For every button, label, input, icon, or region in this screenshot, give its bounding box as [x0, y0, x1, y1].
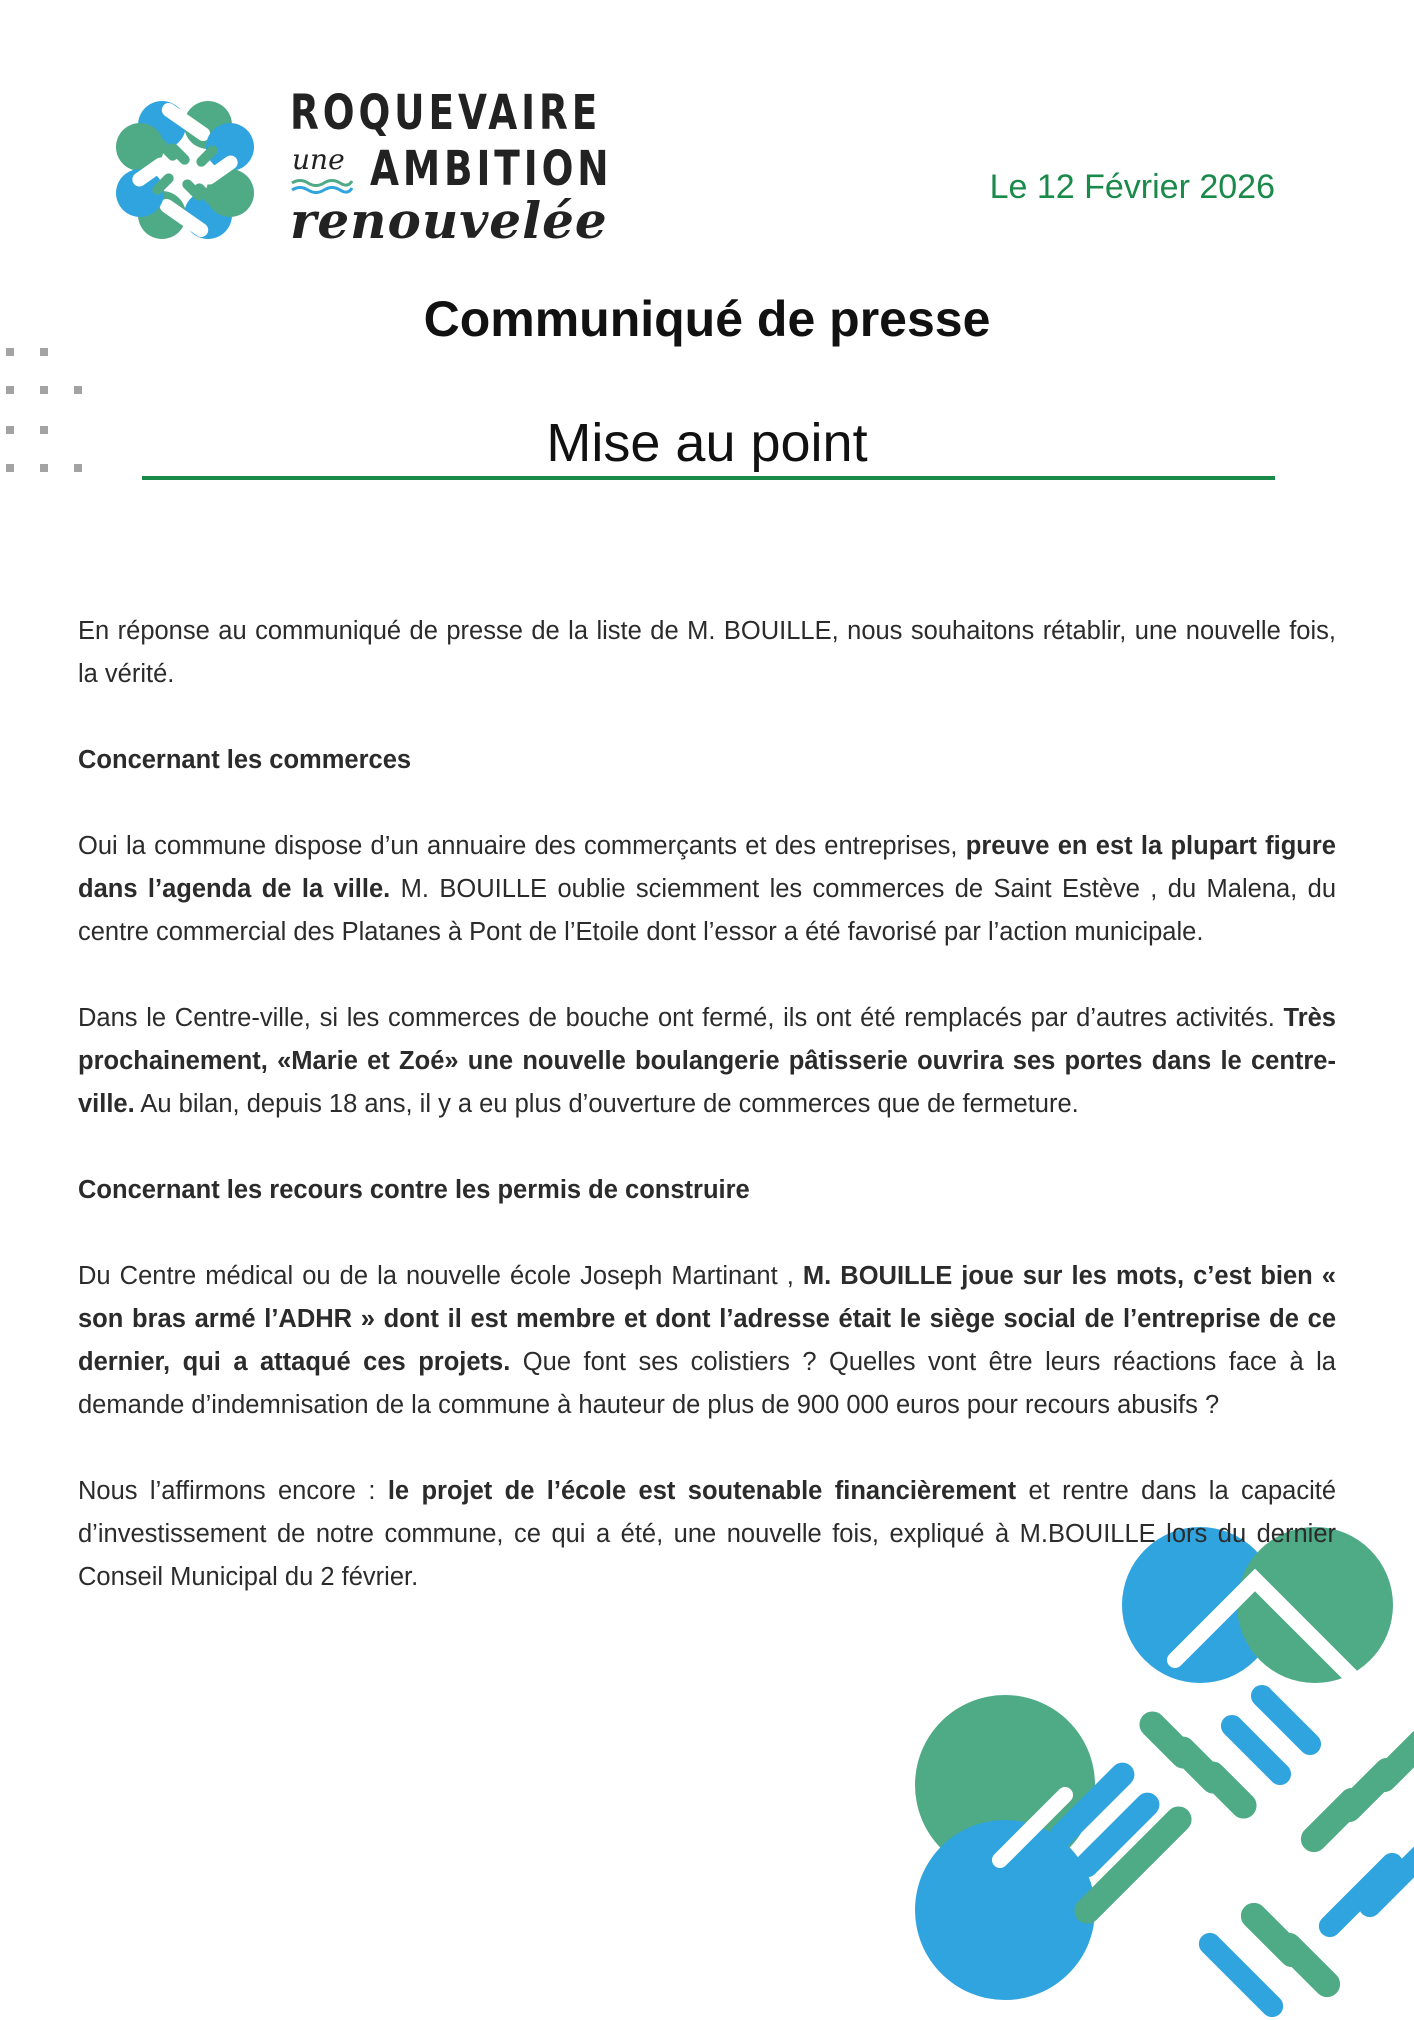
text: Du Centre médical ou de la nouvelle école Joseph Martinant ,	[78, 1262, 803, 1290]
handshake-clover-icon	[100, 85, 270, 255]
dot	[6, 386, 14, 394]
emphasis: M. BOUILLE joue sur les mots, c’est bien « son bras armé l’ADHR » dont il est membre et dont l’adresse était le siège social de l’entreprise de ce dernier, qui a attaqué ces projets.	[78, 1262, 1336, 1376]
paragraph-ecole	[78, 1470, 1336, 1599]
logo-wordmark	[290, 85, 613, 255]
emphasis: Très prochainement, «Marie et Zoé» une nouvelle boulangerie pâtisserie ouvrira ses portes dans le centre-ville.	[78, 1004, 1336, 1118]
intro-paragraph: En réponse au communiqué de presse de la liste de M. BOUILLE, nous souhaitons rétablir, une nouvelle fois, la vérité.	[78, 617, 1336, 688]
dot	[40, 348, 48, 356]
dot	[40, 386, 48, 394]
handshake-bottom-right	[1194, 1723, 1414, 2020]
text: M. BOUILLE oublie sciemment les commerces de Saint Estève , du Malena, du centre commercial des Platanes à Pont de l’Etoile dont l’essor a été favorisé par l’action municipale.	[78, 875, 1337, 946]
logo-une: une	[292, 143, 345, 176]
dot	[74, 386, 82, 394]
text: Que font ses colistiers ? Quelles vont être leurs réactions face à la demande d’indemnisation de la commune à hauteur de plus de 900 000 euros pour recours abusifs ?	[78, 1348, 1336, 1419]
press-release-body	[78, 610, 1336, 1642]
text: Nous l’affirmons encore :	[78, 1477, 388, 1505]
text: Au bilan, depuis 18 ans, il y a eu plus d’ouverture de commerces que de fermeture.	[134, 1090, 1079, 1118]
paragraph-centre-ville	[78, 997, 1336, 1126]
paragraph-recours	[78, 1255, 1336, 1427]
section-heading-recours: Concernant les recours contre les permis de construire	[78, 1176, 750, 1204]
logo-roquevaire: ROQUEVAIRE	[290, 85, 602, 141]
press-release-date: Le 12 Février 2026	[989, 168, 1275, 206]
text: Oui la commune dispose d’un annuaire des commerçants et des entreprises,	[78, 832, 966, 860]
emphasis: preuve en est la plupart figure dans l’agenda de la ville.	[78, 832, 1336, 903]
logo-ambition: AMBITION	[370, 141, 613, 197]
page-subtitle: Mise au point	[546, 413, 868, 473]
paragraph-annuaire	[78, 825, 1336, 954]
emphasis: le projet de l’école est soutenable financièrement	[387, 1477, 1017, 1505]
text: et rentre dans la capacité d’investissement de notre commune, ce qui a été, une nouvelle fois, expliqué à M.BOUILLE lors du dernier Conseil Municipal du 2 février.	[78, 1477, 1336, 1591]
logo-renouvelee: renouvelée	[290, 191, 608, 250]
page-title: Communiqué de presse	[423, 291, 991, 347]
dot	[6, 348, 14, 356]
text: Dans le Centre-ville, si les commerces de bouche ont fermé, ils ont été remplacés par d’autres activités.	[78, 1004, 1284, 1032]
title-divider	[142, 476, 1275, 480]
campaign-logo	[100, 85, 613, 255]
section-heading-commerces: Concernant les commerces	[78, 746, 412, 774]
